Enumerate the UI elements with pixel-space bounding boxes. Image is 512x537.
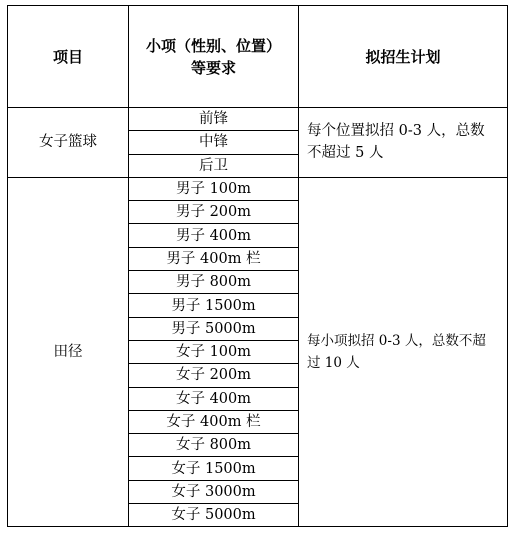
- subitem-cell: 后卫: [129, 154, 299, 177]
- subitem-cell: 中锋: [129, 131, 299, 154]
- subitem-cell: 女子 200m: [129, 364, 299, 387]
- project-track: 田径: [8, 177, 129, 526]
- subitem-cell: 女子 800m: [129, 434, 299, 457]
- plan-basketball: [299, 108, 508, 178]
- subitem-cell: 前锋: [129, 108, 299, 131]
- subitem-cell: 女子 100m: [129, 340, 299, 363]
- header-project: 项目: [8, 6, 129, 108]
- subitem-cell: 男子 800m: [129, 271, 299, 294]
- table-row: [8, 108, 508, 131]
- plan-track-line1: 每小项拟招 0-3 人，总数不超: [307, 333, 486, 350]
- plan-basketball-line1: 每个位置拟招 0-3 人，总数: [307, 123, 485, 140]
- subitem-cell: 男子 1500m: [129, 294, 299, 317]
- header-subitem-line1: 小项（性别、位置）: [145, 36, 281, 55]
- header-subitem: [129, 6, 299, 108]
- header-plan: 拟招生计划: [299, 6, 508, 108]
- subitem-cell: 男子 200m: [129, 201, 299, 224]
- subitem-cell: 女子 3000m: [129, 480, 299, 503]
- plan-track-line2: 过 10 人: [307, 355, 360, 372]
- plan-basketball-line2: 不超过 5 人: [307, 145, 384, 162]
- subitem-cell: 女子 400m 栏: [129, 410, 299, 433]
- subitem-cell: 男子 5000m: [129, 317, 299, 340]
- project-basketball: 女子篮球: [8, 108, 129, 178]
- subitem-cell: 女子 400m: [129, 387, 299, 410]
- subitem-cell: 男子 100m: [129, 177, 299, 200]
- subitem-cell: 女子 1500m: [129, 457, 299, 480]
- header-subitem-line2: 等要求: [190, 58, 236, 77]
- plan-track: [299, 177, 508, 526]
- table-row: [8, 177, 508, 200]
- subitem-cell: 女子 5000m: [129, 504, 299, 527]
- subitem-cell: 男子 400m: [129, 224, 299, 247]
- recruitment-plan-table: [7, 5, 508, 527]
- subitem-cell: 男子 400m 栏: [129, 247, 299, 270]
- table-header-row: [8, 6, 508, 108]
